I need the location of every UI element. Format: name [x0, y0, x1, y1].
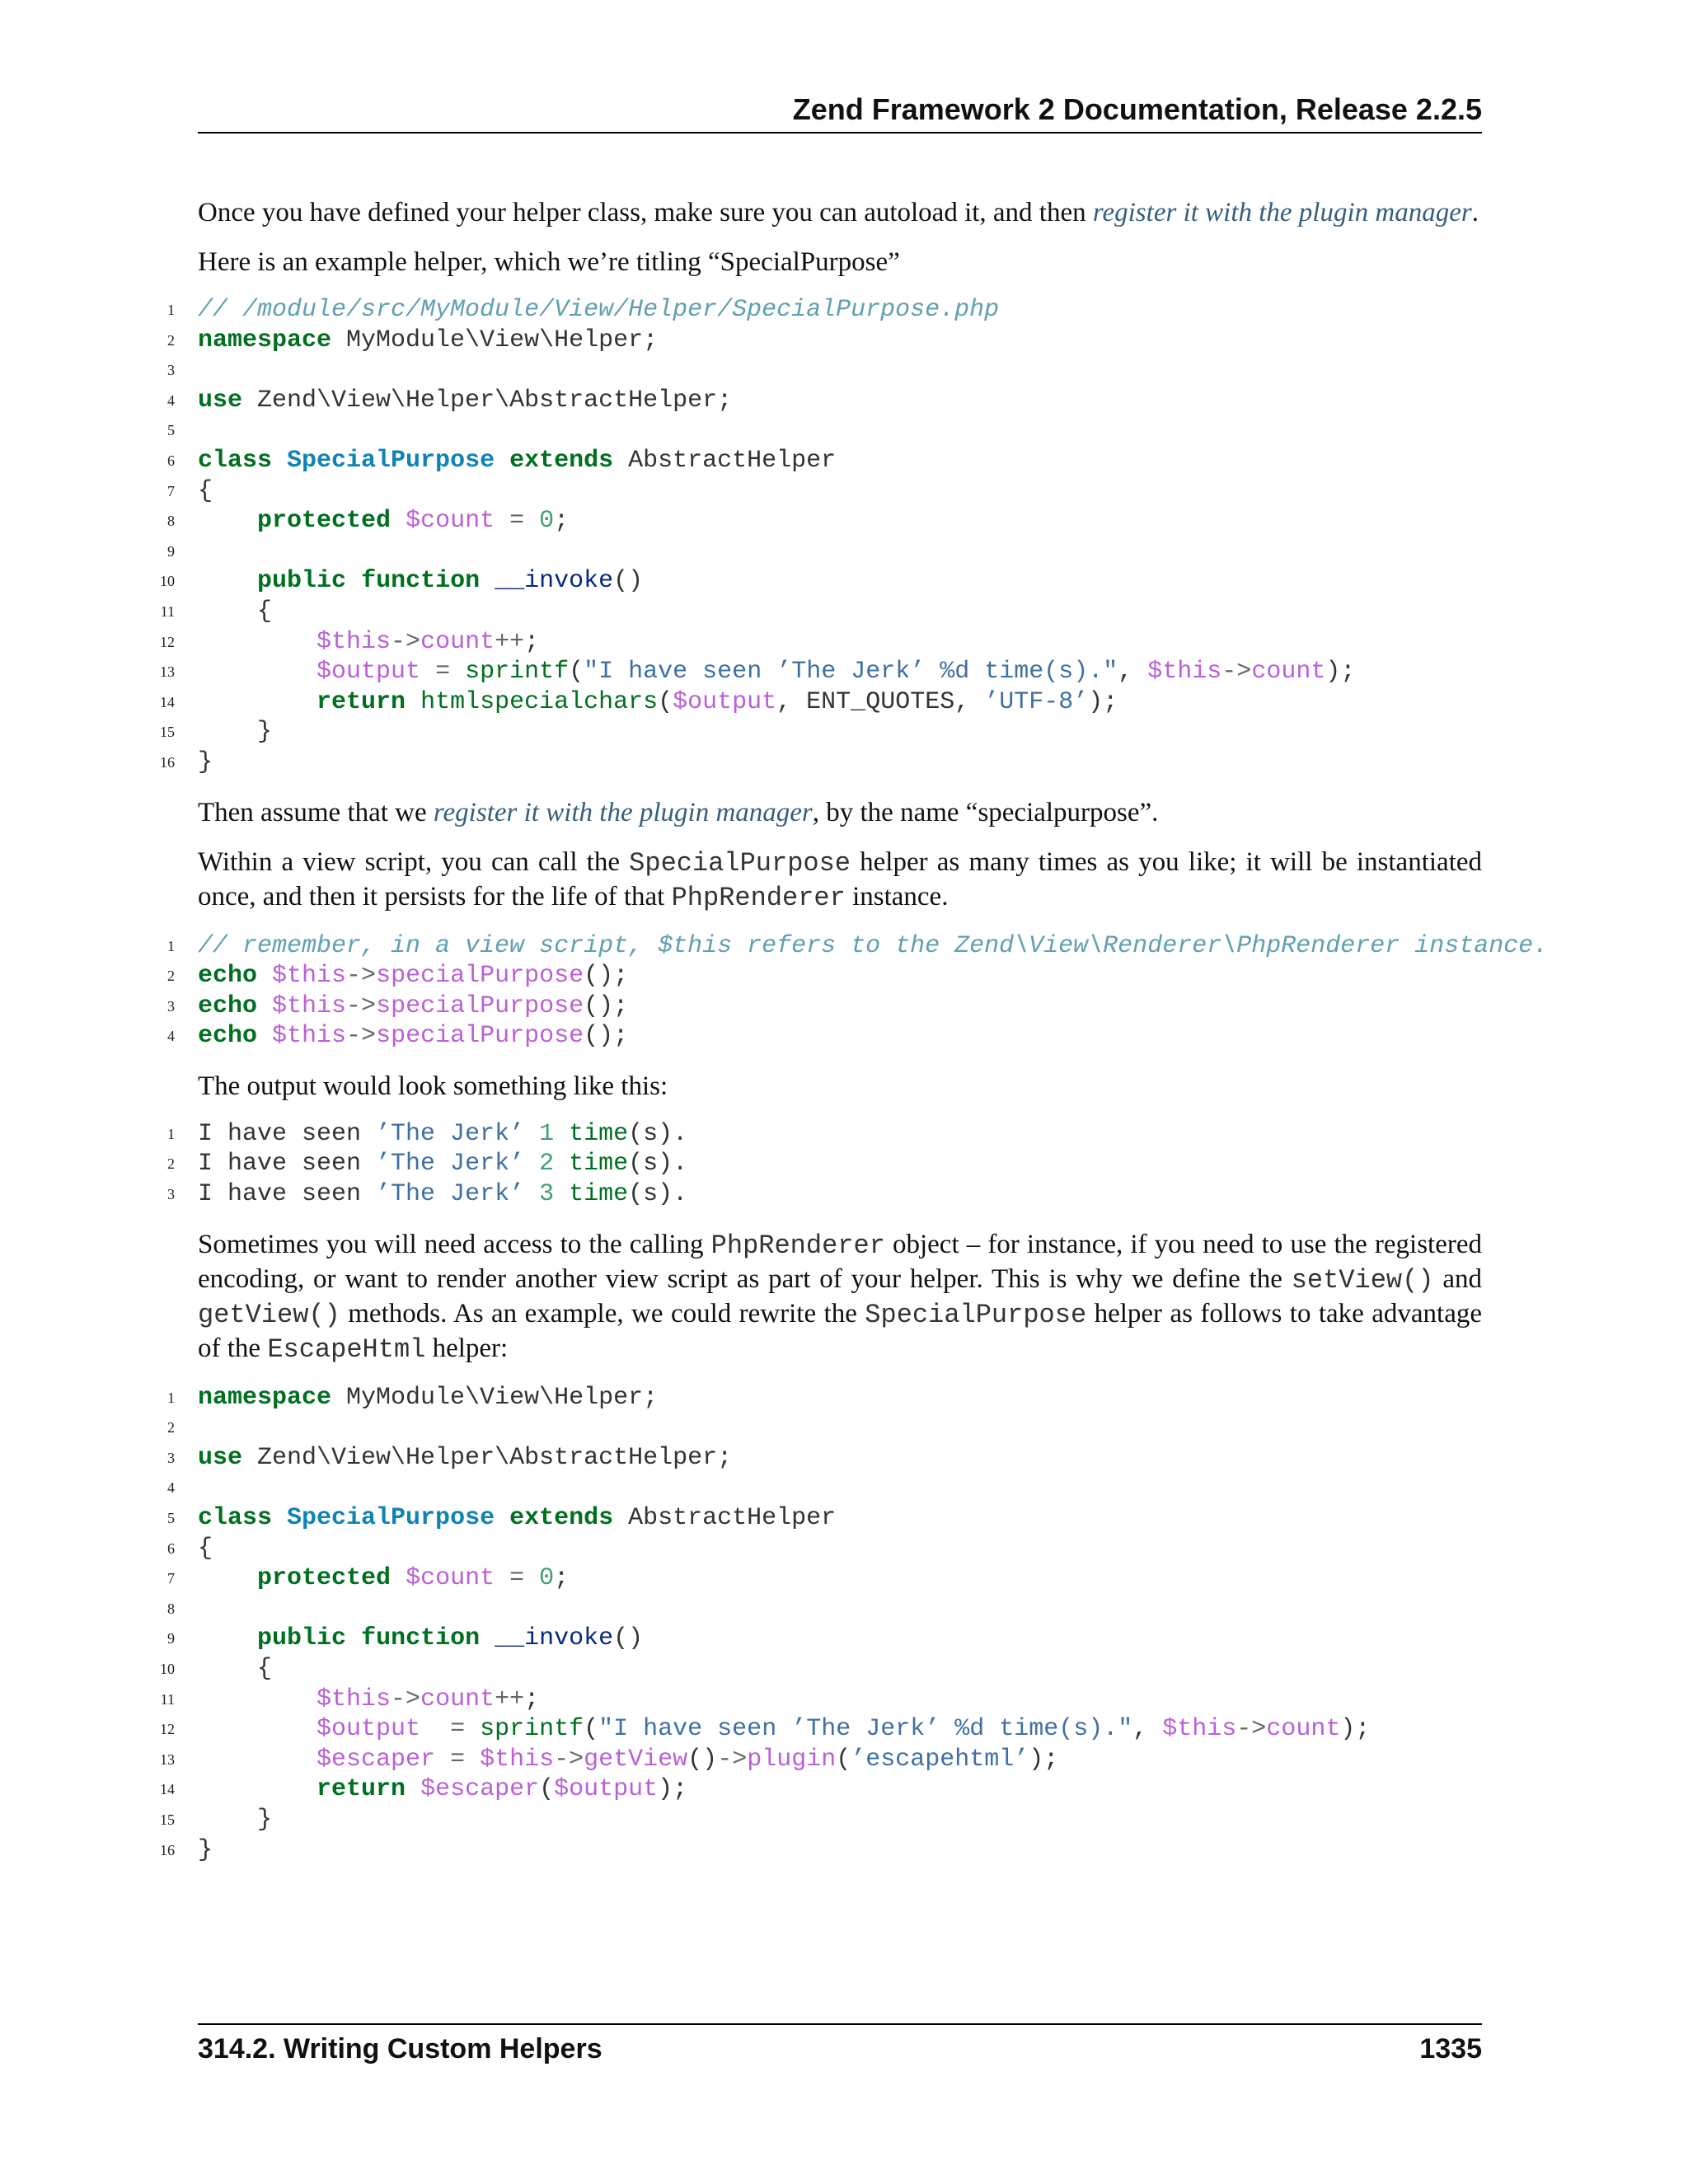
code-line: [160, 748, 1482, 778]
code-text: $this->count++;: [316, 627, 540, 656]
code-line: [167, 1624, 1482, 1654]
page-number: 1335: [1419, 2033, 1482, 2064]
inline-code: PhpRenderer: [671, 882, 846, 913]
code-text: protected $count = 0;: [257, 507, 570, 536]
code-line: [167, 446, 1482, 476]
inline-code: EscapeHtml: [267, 1333, 426, 1365]
code-text: // /module/src/MyModule/View/Helper/SpecialPurpose.php: [198, 296, 1000, 324]
line-number: 7: [167, 1570, 175, 1587]
code-line: [160, 687, 1482, 718]
line-number: 5: [167, 422, 175, 439]
code-text: protected $count = 0;: [257, 1564, 570, 1593]
plugin-manager-link[interactable]: register it with the plugin manager: [433, 797, 813, 827]
code-line: [167, 1503, 1482, 1534]
code-text: $output = sprintf("I have seen ’The Jerk’ %d time(s).", $this->count);: [316, 1715, 1371, 1744]
code-text: class SpecialPurpose extends AbstractHelper: [198, 1504, 837, 1533]
line-number: 1: [167, 1125, 175, 1142]
code-text: }: [198, 1835, 213, 1864]
code-line: [167, 1021, 1482, 1052]
code-block-echo: [167, 931, 1549, 1052]
code-text: class SpecialPurpose extends AbstractHelper: [198, 446, 837, 475]
line-number: 2: [167, 331, 175, 349]
code-line: [160, 1685, 1482, 1715]
line-number: 8: [167, 1600, 175, 1617]
code-text: public function __invoke(): [257, 1624, 644, 1653]
code-text: I have seen ’The Jerk’ 1 time(s).: [198, 1119, 688, 1148]
document-title: Zend Framework 2 Documentation, Release 2.2.5: [792, 92, 1482, 126]
line-number: 7: [167, 482, 175, 499]
code-text: {: [198, 597, 273, 626]
code-line: [160, 566, 1482, 597]
code-line: [167, 506, 1482, 537]
line-number: 12: [160, 633, 175, 650]
line-number: 5: [167, 1510, 175, 1527]
code-line: [160, 1835, 1482, 1866]
code-line: [160, 627, 1482, 658]
code-line: [160, 1745, 1482, 1775]
line-number: 3: [167, 1186, 175, 1203]
code-line: [160, 597, 1482, 627]
code-text: echo $this->specialPurpose();: [198, 962, 629, 991]
line-number: 1: [167, 937, 175, 954]
line-number: 3: [167, 362, 175, 379]
code-line: [167, 295, 1482, 326]
code-line: [167, 961, 1482, 991]
code-text: use Zend\View\Helper\AbstractHelper;: [198, 386, 733, 415]
code-line: [160, 1805, 1482, 1835]
code-text: {: [198, 1534, 213, 1563]
code-text: return $escaper($output);: [316, 1775, 688, 1804]
section-title: 314.2. Writing Custom Helpers: [198, 2033, 603, 2064]
code-line: [160, 657, 1482, 687]
line-number: 1: [167, 302, 175, 318]
code-line: [167, 1149, 1482, 1179]
line-number: 4: [167, 1028, 175, 1045]
line-number: 13: [160, 663, 175, 681]
code-line: [167, 537, 1482, 567]
page-footer: [198, 2023, 1482, 2074]
code-text: $escaper = $this->getView()->plugin(’escapehtml’);: [316, 1745, 1059, 1774]
line-number: 9: [167, 542, 175, 560]
inline-code: SpecialPurpose: [629, 847, 851, 879]
code-line: [167, 415, 1482, 446]
line-number: 9: [167, 1630, 175, 1647]
line-number: 10: [160, 573, 175, 590]
code-block-special-purpose: [160, 295, 1482, 778]
line-number: 14: [160, 1781, 175, 1798]
code-text: public function __invoke(): [257, 567, 644, 596]
line-number: 4: [167, 391, 175, 409]
line-number: 10: [160, 1661, 175, 1677]
code-text: $output = sprintf("I have seen ’The Jerk’ %d time(s).", $this->count);: [316, 658, 1356, 687]
line-number: 11: [160, 1690, 175, 1708]
code-line: [167, 1383, 1482, 1413]
code-text: I have seen ’The Jerk’ 3 time(s).: [198, 1180, 688, 1209]
line-number: 14: [160, 693, 175, 710]
line-number: 13: [160, 1750, 175, 1768]
code-line: [167, 1473, 1482, 1503]
code-block-output: [167, 1119, 1482, 1210]
inline-code: setView(): [1291, 1264, 1434, 1296]
line-number: 1: [167, 1389, 175, 1406]
code-text: }: [198, 748, 213, 776]
code-text: I have seen ’The Jerk’ 2 time(s).: [198, 1150, 688, 1179]
code-text: namespace MyModule\View\Helper;: [198, 1383, 659, 1412]
code-line: [167, 1413, 1482, 1443]
line-number: 11: [160, 602, 175, 620]
line-number: 2: [167, 1155, 175, 1173]
line-number: 2: [167, 1419, 175, 1436]
page-header: [198, 89, 1482, 134]
inline-code: getView(): [198, 1299, 340, 1330]
code-line: [167, 1443, 1482, 1474]
code-text: }: [198, 718, 273, 747]
code-line: [167, 326, 1482, 356]
code-text: $this->count++;: [316, 1685, 540, 1713]
paragraph-register: Then assume that we register it with the plugin manager, by the name “specialpurpose”.: [198, 797, 1159, 827]
line-number: 4: [167, 1479, 175, 1497]
paragraph-view-script: Within a view script, you can call the SpecialPurpose helper as many times as you like; it will be instantiated once, and then it persists for the life of that PhpRenderer instance.: [198, 846, 1483, 913]
line-number: 6: [167, 1540, 175, 1557]
paragraph-example: Here is an example helper, which we’re titling “SpecialPurpose”: [198, 247, 900, 277]
code-text: }: [198, 1805, 273, 1834]
code-line: [167, 1179, 1482, 1210]
inline-code: SpecialPurpose: [865, 1299, 1087, 1330]
code-line: [167, 931, 1549, 962]
code-text: {: [198, 1655, 273, 1683]
code-line: [167, 1594, 1482, 1624]
line-number: 15: [160, 1811, 175, 1828]
code-block-escaper: [160, 1383, 1482, 1866]
code-text: return htmlspecialchars($output, ENT_QUOTES, ’UTF-8’);: [316, 687, 1118, 716]
line-number: 15: [160, 724, 175, 741]
line-number: 8: [167, 513, 175, 530]
line-number: 6: [167, 452, 175, 469]
code-text: {: [198, 476, 213, 505]
code-text: echo $this->specialPurpose();: [198, 991, 629, 1020]
code-line: [167, 355, 1482, 386]
code-line: [167, 1534, 1482, 1564]
line-number: 16: [160, 753, 175, 771]
code-line: [167, 386, 1482, 416]
code-line: [160, 717, 1482, 748]
code-text: // remember, in a view script, $this refers to the Zend\View\Renderer\PhpRenderer instance.: [198, 931, 1549, 960]
code-line: [167, 1563, 1482, 1594]
code-line: [160, 1714, 1482, 1745]
page-content: [160, 196, 1549, 1883]
code-text: namespace MyModule\View\Helper;: [198, 326, 659, 354]
line-number: 2: [167, 968, 175, 985]
code-line: [167, 991, 1482, 1022]
line-number: 3: [167, 1449, 175, 1466]
inline-code: PhpRenderer: [710, 1230, 885, 1261]
line-number: 16: [160, 1841, 175, 1858]
line-number: 12: [160, 1721, 175, 1738]
code-line: [160, 1774, 1482, 1805]
paragraph-output: The output would look something like this:: [198, 1071, 668, 1101]
code-line: [160, 1654, 1482, 1685]
code-line: [167, 1119, 1482, 1150]
paragraph-renderer: Sometimes you will need access to the calling PhpRenderer object – for instance, if you need to use the registered encoding, or want to render another view script as part of your helper. This is why we define the setView() and getView() methods. As an example, we could rewrite the SpecialPurpose helper as follows to take advantage of the EscapeHtml helper:: [198, 1229, 1483, 1365]
paragraph-intro: Once you have defined your helper class, make sure you can autoload it, and then register it with the plugin manager.: [198, 198, 1479, 227]
plugin-manager-link[interactable]: register it with the plugin manager: [1092, 198, 1472, 227]
code-line: [167, 476, 1482, 507]
code-text: use Zend\View\Helper\AbstractHelper;: [198, 1443, 733, 1472]
line-number: 3: [167, 997, 175, 1015]
code-text: echo $this->specialPurpose();: [198, 1022, 629, 1051]
